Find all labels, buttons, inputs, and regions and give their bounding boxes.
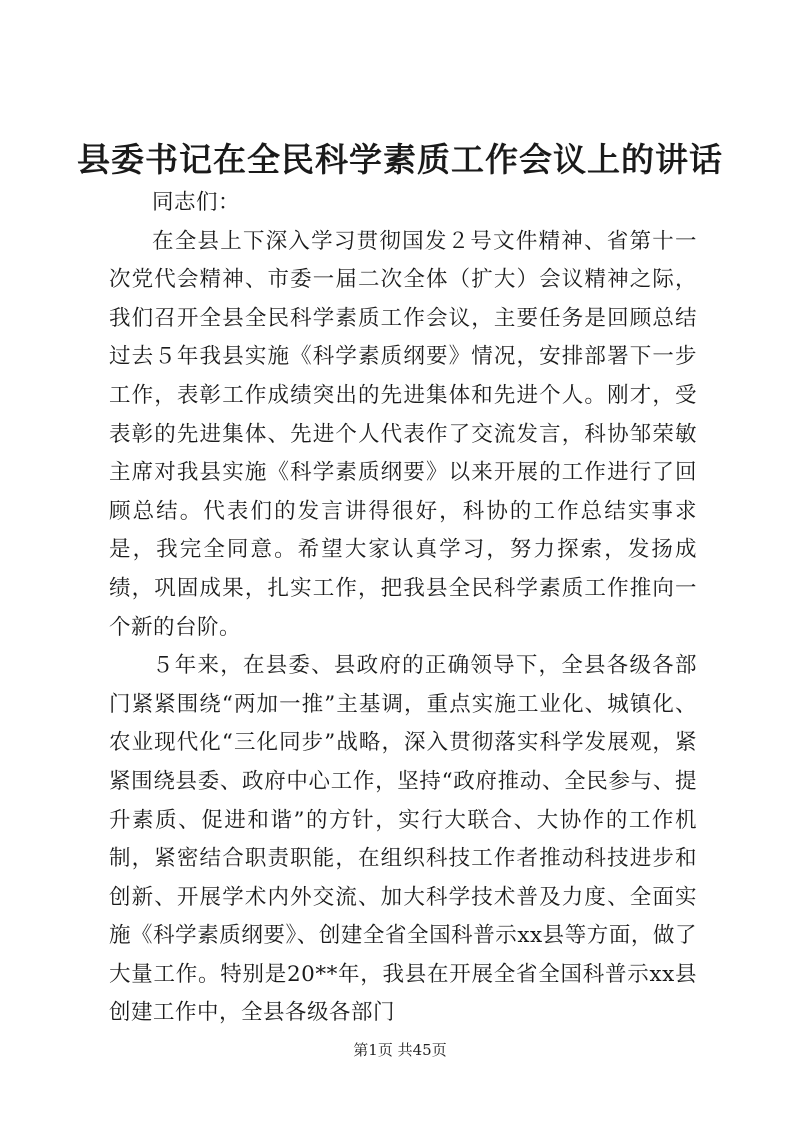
page-number-footer: 第1页 共45页: [353, 1041, 447, 1059]
document-body: [109, 184, 697, 1033]
body-paragraph: 在全县上下深入学习贯彻国发２号文件精神、省第十一次党代会精神、市委一届二次全体（扩大）会议精神之际，我们召开全县全民科学素质工作会议，主要任务是回顾总结过去５年我县实施《科学素质纲要》情况，安排部署下一步工作，表彰工作成绩突出的先进集体和先进个人。刚才，受表彰的先进集体、先进个人代表作了交流发言，科协邹荣敏主席对我县实施《科学素质纲要》以来开展的工作进行了回顾总结。代表们的发言讲得很好，科协的工作总结实事求是，我完全同意。希望大家认真学习，努力探索，发扬成绩，巩固成果，扎实工作，把我县全民科学素质工作推向一个新的台阶。: [109, 228, 697, 640]
body-paragraph: ５年来，在县委、县政府的正确领导下，全县各级各部门紧紧围绕“两加一推”主基调，重点实施工业化、城镇化、农业现代化“三化同步”战略，深入贯彻落实科学发展观，紧紧围绕县委、政府中心工作，坚持“政府推动、全民参与、提升素质、促进和谐”的方针，实行大联合、大协作的工作机制，紧密结合职责职能，在组织科技工作者推动科技进步和创新、开展学术内外交流、加大科学技术普及力度、全面实施《科学素质纲要》、创建全省全国科普示xx县等方面，做了大量工作。特别是20**年，我县在开展全省全国科普示xx县创建工作中，全县各级各部门: [109, 653, 697, 1026]
salutation-paragraph: 同志们：: [152, 190, 241, 215]
document-title: 县委书记在全民科学素质工作会议上的讲话: [77, 140, 723, 179]
